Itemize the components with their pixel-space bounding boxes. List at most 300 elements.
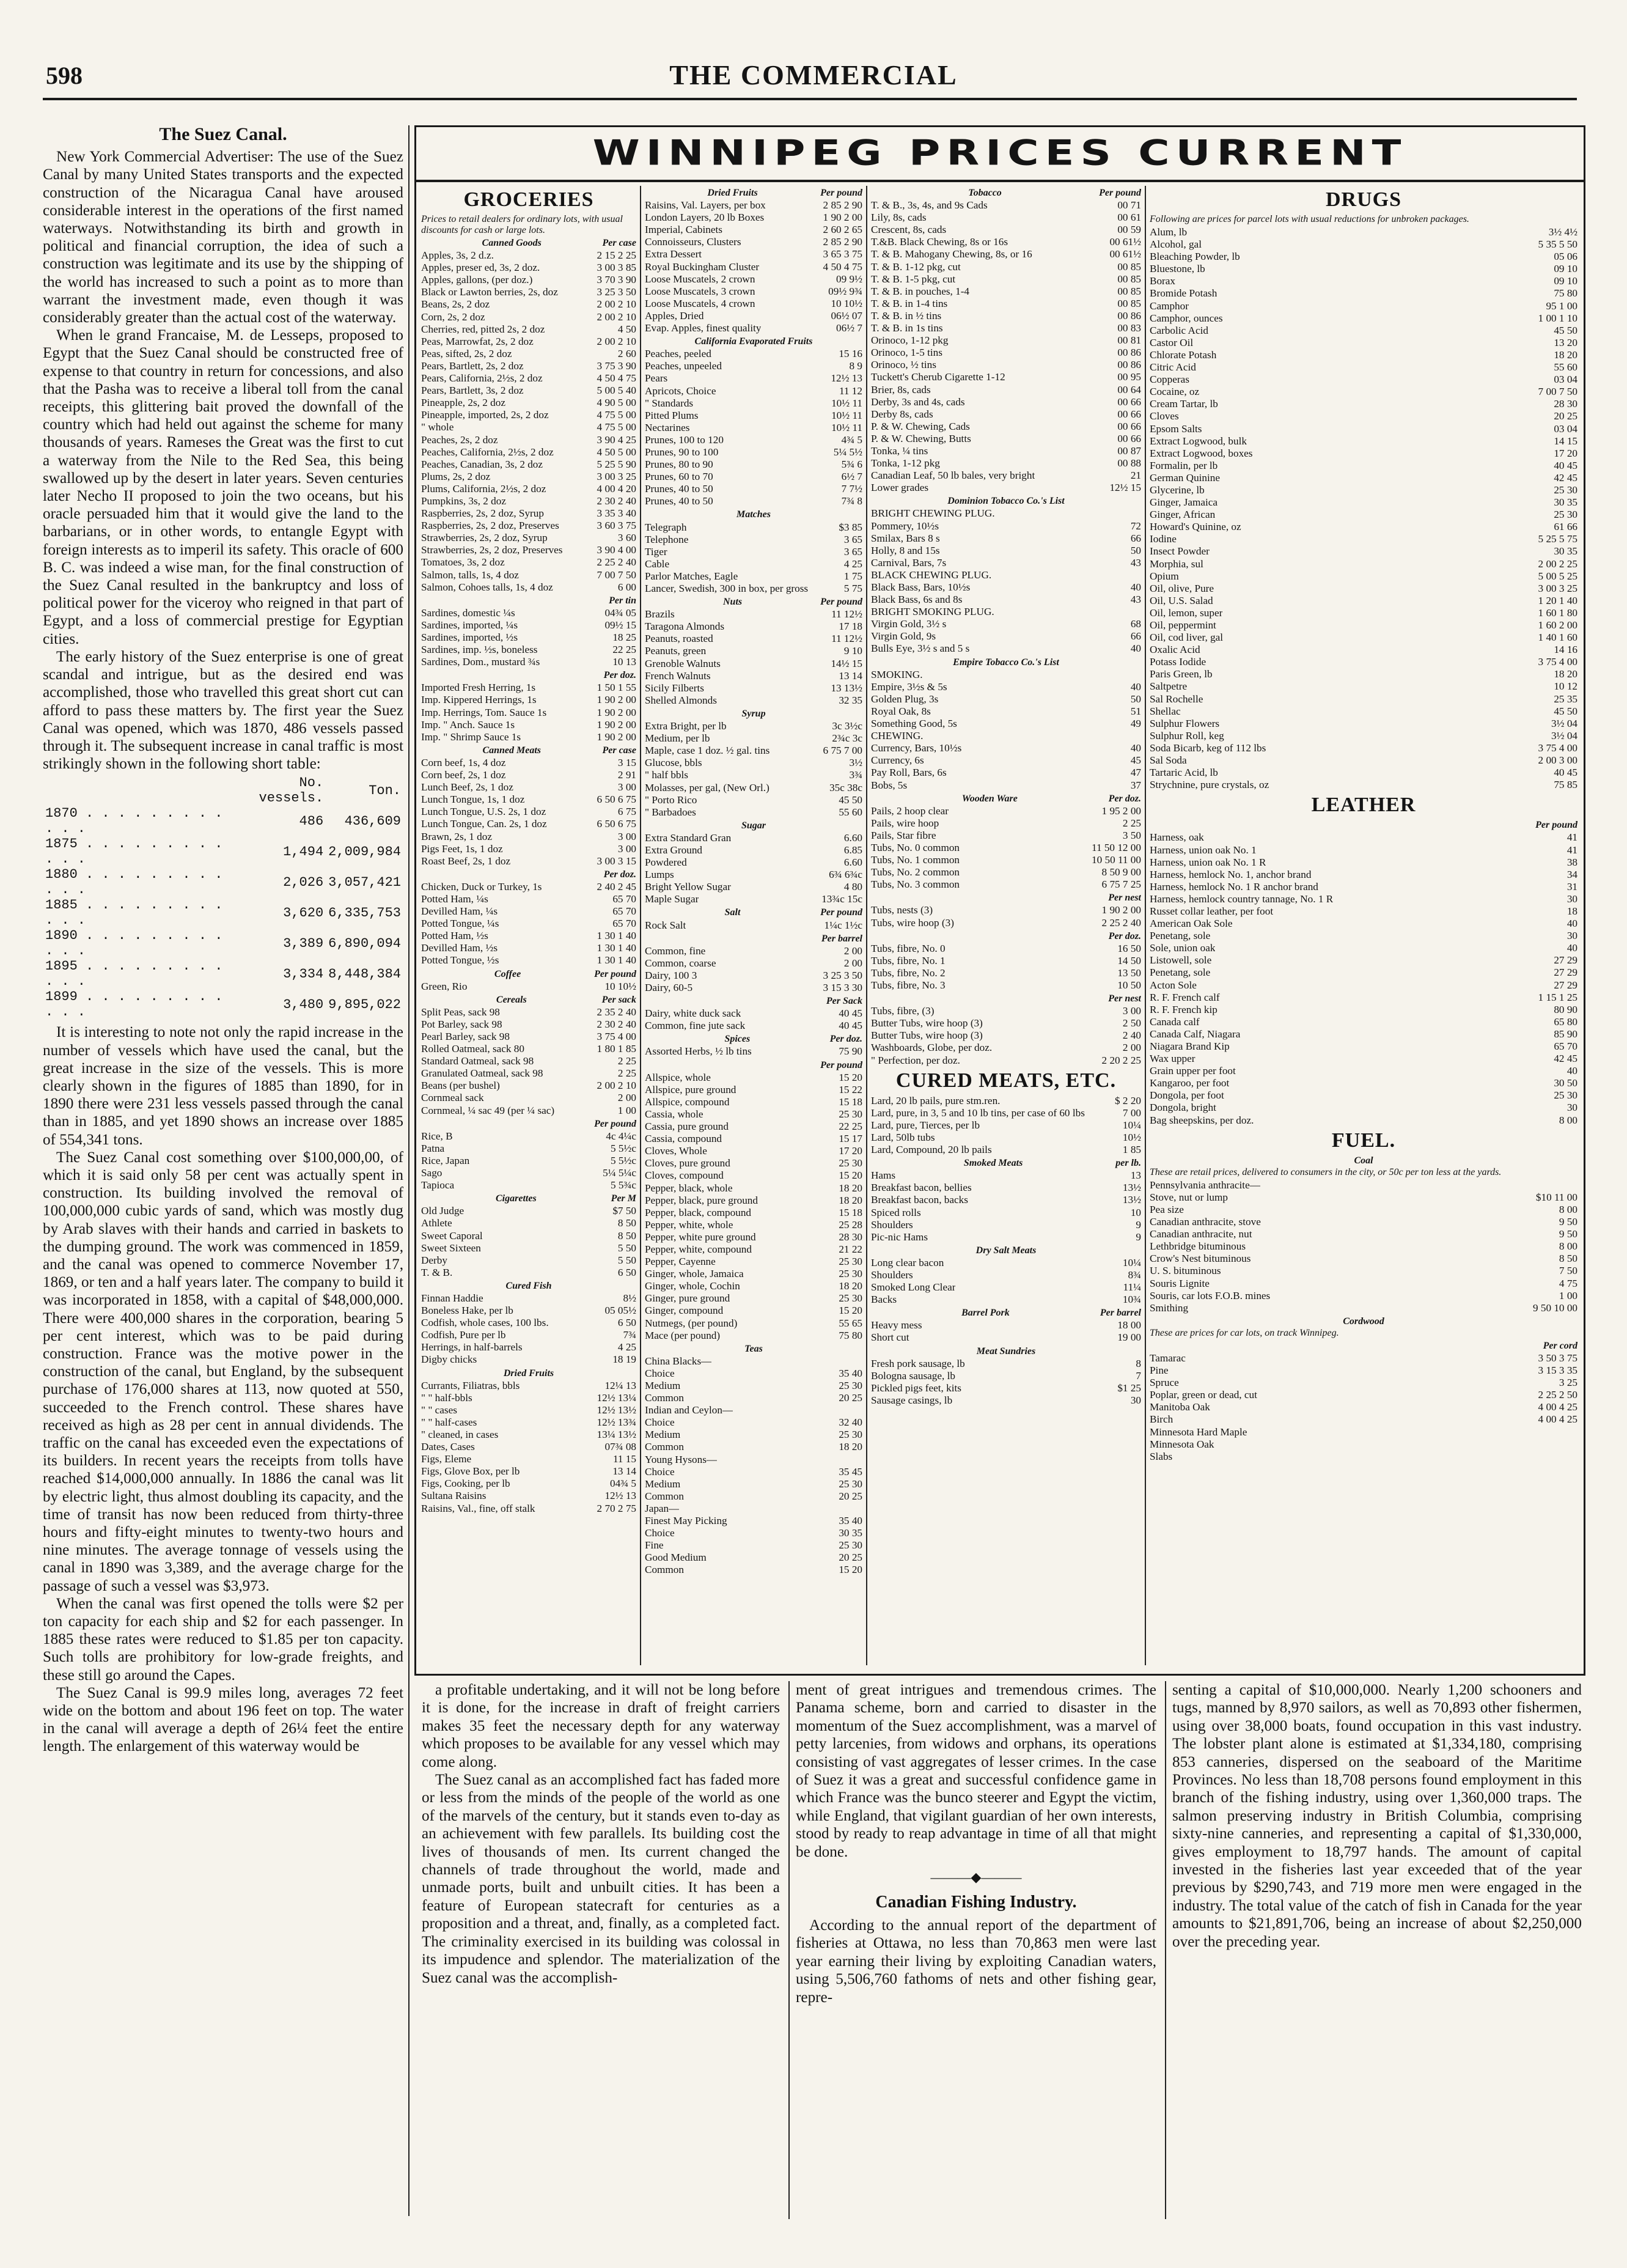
price-row [1150,374,1577,386]
section-unit: Per doz. [603,869,636,880]
item-price: 40 [1130,742,1141,754]
item-price: 65 70 [612,893,636,905]
price-row [645,1231,862,1243]
section-heading [871,793,1141,805]
item-name: Plums, California, 2½s, 2 doz [421,482,546,495]
item-price: 1 90 2 00 [1101,904,1141,916]
price-row [645,285,862,298]
price-row [1150,1364,1577,1377]
price-row [871,248,1141,260]
price-row [645,348,862,360]
item-price: 6.85 [843,844,862,856]
section-unit: Per pound [820,1059,862,1070]
item-name: Green, Rio [421,980,468,992]
item-price [1574,1179,1577,1191]
item-name: Pepper, black, pure ground [645,1194,758,1206]
item-name: Nutmegs, (per pound) [645,1317,738,1329]
item-price: 25 30 [839,1256,862,1268]
item-price: 3 75 4 00 [1538,656,1577,668]
price-row [871,261,1141,273]
item-name: Cornmeal, ¼ sac 49 (per ¼ sac) [421,1104,555,1116]
price-row [421,731,636,743]
item-price: 2 00 2 10 [597,1080,636,1092]
item-price: 10 10½ [831,297,862,309]
price-row [421,893,636,905]
item-name: Listowell, sole [1150,954,1212,966]
item-name: Dongola, bright [1150,1102,1216,1114]
item-price: 1 90 2 00 [597,731,636,743]
item-price: 35 45 [839,1465,862,1478]
item-price: 1 00 [617,1104,636,1116]
section-heading [421,994,636,1006]
price-row [421,954,636,966]
item-name: French Walnuts [645,669,711,682]
item-price: 3 65 [843,533,862,545]
price-row [871,730,1141,742]
item-name: Tartaric Acid, lb [1150,767,1218,779]
item-name: Extra Standard Gran [645,831,732,844]
item-price: 25 30 [839,1380,862,1391]
price-row [1150,1191,1577,1204]
section-heading [1150,1340,1577,1352]
item-price: 00 86 [1117,309,1141,322]
item-name: Souris, car lots F.O.B. mines [1150,1289,1271,1302]
price-row [1150,1040,1577,1053]
item-name: Dairy, 100 3 [645,969,697,981]
bottom-col-1 [422,1681,780,2219]
item-price: 1 15 1 25 [1538,991,1577,1003]
fuel-title: FUEL. [1331,1128,1396,1152]
prices-title-rule [416,180,1584,182]
price-row [421,1441,636,1453]
item-name: Dairy, white duck sack [645,1007,741,1020]
item-price: 3¾ [849,769,862,781]
item-name: BLACK CHEWING PLUG. [871,569,992,581]
item-name: Long clear bacon [871,1256,944,1268]
section-heading [421,595,636,607]
price-row [645,1219,862,1231]
item-name: R. F. French kip [1150,1003,1217,1015]
item-name: Sardines, domestic ¼s [421,606,515,619]
item-price: 30 [1566,893,1577,905]
section-title: Teas [744,1343,763,1354]
price-row [1150,918,1577,930]
item-price: 00 66 [1117,420,1141,432]
item-price: 40 [1566,1065,1577,1077]
item-price: 30 [1566,1102,1577,1114]
item-price: 65 70 [612,918,636,930]
item-name: Apples, 3s, 2 d.z. [421,249,494,262]
item-price: 1¼c 1½c [824,919,862,931]
price-row [1150,1004,1577,1016]
price-row [871,817,1141,830]
item-price: 1 40 1 60 [1538,631,1577,644]
item-price: 51 [1130,705,1141,717]
item-price: 2 00 2 10 [597,298,636,311]
item-price: 2 25 [617,1067,636,1080]
prices-divider [866,186,867,1665]
price-row [421,262,636,274]
price-row [421,311,636,323]
price-row [421,569,636,581]
item-name: Pears, Bartlett, 3s, 2 doz [421,385,524,397]
item-price: 40 [1130,680,1141,693]
price-row [871,618,1141,630]
item-price: 6 00 [617,581,636,593]
item-name: Granulated Oatmeal, sack 98 [421,1067,543,1080]
item-price: 2 85 2 90 [823,199,862,212]
item-name: Rolled Oatmeal, sack 80 [421,1043,524,1055]
item-name: Potted Ham, ½s [421,930,488,942]
item-price: 50 [1130,693,1141,705]
price-row [871,1005,1141,1017]
item-price: 45 [1130,754,1141,767]
item-name: Cassia, whole [645,1108,703,1120]
item-name: Grenoble Walnuts [645,657,721,669]
price-row [421,581,636,594]
price-row [645,1145,862,1157]
item-price: 10½ 11 [831,421,862,433]
price-row [645,1503,862,1515]
price-row [1150,545,1577,558]
price-row [645,570,862,583]
item-name: Smoked Long Clear [871,1281,956,1294]
item-price: 11 12½ [831,608,862,620]
price-row [1150,337,1577,349]
item-name: Molasses, per gal, (New Orl.) [645,781,769,793]
item-name: Medium [645,1380,681,1391]
item-name: Harness, hemlock No. 1 R anchor brand [1150,880,1318,893]
item-name: Lunch Tongue, 1s, 1 doz [421,793,525,806]
price-row [421,1429,636,1441]
price-row [645,422,862,434]
price-row [871,347,1141,359]
item-price: 00 61 [1117,212,1141,224]
item-name: Fine [645,1539,664,1552]
item-name: Beans (per bushel) [421,1080,500,1092]
section-title: Wooden Ware [961,793,1018,804]
item-price: 2 00 [617,1092,636,1104]
price-row [871,1358,1141,1370]
suez-paragraph: The Suez Canal is 99.9 miles long, averages 72 feet wide on the bottom and about 196 feet on top. The water in the canal will average a depth of 26¼ feet the entire length. The enlargement of this waterway would be [43,1684,403,1755]
item-name: Spruce [1150,1377,1179,1389]
price-row [871,830,1141,842]
table-cell: 1895 . . . . . . . . . . . . [45,959,223,990]
item-price: 40 [1130,581,1141,593]
item-price: 18 20 [1554,348,1577,361]
item-name: Tubs, No. 0 common [871,841,960,853]
item-price: 7¾ [623,1329,636,1341]
leather-title: LEATHER [1311,793,1416,817]
item-name: Nectarines [645,421,690,433]
item-price: 11¼ [1123,1281,1141,1294]
item-name: Pigs Feet, 1s, 1 doz [421,842,503,855]
item-price: 15 16 [839,348,862,360]
item-name: Allspice, whole [645,1071,711,1083]
price-row [421,707,636,719]
price-row [871,854,1141,866]
item-name: T. & B. in pouches, 1-4 [871,285,970,297]
item-price: 65 70 [612,905,636,918]
item-name: Pickled pigs feet, kits [871,1382,961,1394]
price-row [1150,1240,1577,1253]
section-unit: Per pound [820,907,862,918]
item-name: Powdered [645,856,687,869]
section-heading [421,1368,636,1380]
price-row [645,1020,862,1032]
item-name: Figs, Glove Box, per lb [421,1465,520,1478]
price-row [645,1317,862,1330]
item-price: 6.60 [843,856,862,869]
bottom-paragraph: a profitable undertaking, and it will not be long before it is done, for the increase in draft of freight carriers makes 35 feet the necessary depth for any waterway which proposes to be available for any vessel which may come along. [422,1682,780,1770]
price-row [1150,1426,1577,1438]
price-row [645,1429,862,1441]
item-name: Currants, Filiatras, bbls [421,1379,520,1391]
item-price: 32 40 [839,1416,862,1429]
item-name: Cloves, Whole [645,1145,707,1157]
item-name: Apples, gallons, (per doz.) [421,274,533,286]
price-row [1150,447,1577,460]
item-price: 3 65 3 75 [823,248,862,260]
item-name: Shelled Almonds [645,694,717,706]
item-price: 12½ 15 [1109,482,1141,494]
item-name: Wax upper [1150,1053,1195,1065]
item-price: 00 71 [1117,199,1141,212]
item-price: 12½ 13¾ [597,1416,636,1428]
item-name: T. & B. in 1s tins [871,322,943,334]
section-title: Nuts [722,597,743,608]
section-unit: Per barrel [821,933,862,944]
price-row [645,1169,862,1182]
price-row [1150,942,1577,954]
price-row [871,482,1141,494]
item-name: Boneless Hake, per lb [421,1305,513,1317]
price-row [645,608,862,620]
item-name: Allspice, pure ground [645,1083,736,1095]
price-row [645,782,862,794]
item-name: Pearl Barley, sack 98 [421,1031,510,1042]
item-price: 6 50 [617,1317,636,1329]
item-name: Sicily Filberts [645,682,704,694]
price-row [871,705,1141,718]
table-cell: 3,057,421 [328,874,401,890]
item-price: 5 35 5 50 [1538,238,1577,251]
item-price: 14½ 15 [831,657,862,669]
price-row [1150,1302,1577,1314]
section-unit: Per pound [594,968,636,979]
item-price: 5 00 5 25 [1538,570,1577,582]
price-row [871,532,1141,545]
item-price: 65 70 [1554,1040,1577,1052]
item-price: 13½ [1122,1182,1141,1194]
groceries-column [421,186,636,1665]
price-row [645,745,862,757]
item-price: 2 00 [1122,1042,1141,1054]
item-name: Tubs, fibre, No. 3 [871,979,946,991]
item-name: Choice [645,1527,675,1539]
item-name: Salmon, Cohoes talls, 1s, 4 doz [421,581,553,593]
price-row [645,1133,862,1145]
item-price: 50 [1130,544,1141,556]
item-name: Prunes, 60 to 70 [645,471,713,483]
price-row [645,1157,862,1169]
item-name: Maple, case 1 doz. ½ gal. tins [645,745,770,757]
section-title: Spices [724,1034,751,1045]
item-name: " Standards [645,397,694,409]
item-price: 1 20 1 40 [1538,594,1577,606]
price-row [645,658,862,670]
item-name: Tiger [645,545,667,558]
price-row [421,656,636,668]
item-name: Common [645,1441,684,1453]
item-price: 2 00 3 00 [1538,754,1577,767]
item-name: Fresh pork sausage, lb [871,1357,965,1369]
item-name: Common [645,1392,684,1404]
table-cell: 1870 . . . . . . . . . . . . [45,806,223,837]
item-price: 00 86 [1117,347,1141,359]
item-price [859,1503,862,1515]
item-price: 8 50 9 00 [1101,866,1141,878]
item-price: 18 19 [612,1353,636,1366]
item-price: 3 00 [617,842,636,855]
price-row [645,720,862,732]
price-row [645,1380,862,1392]
item-name: Common, coarse [645,957,716,969]
price-row [1150,521,1577,533]
price-row [1150,705,1577,718]
price-row [871,520,1141,532]
price-row [1150,1352,1577,1364]
item-name: Currency, Bars, 10½s [871,742,962,754]
item-name: Pepper, white pure ground [645,1231,756,1243]
section-heading [871,1157,1141,1169]
price-row [421,397,636,409]
price-row [421,1416,636,1429]
price-row [871,545,1141,557]
price-row [645,945,862,957]
item-name: Strychnine, pure crystals, oz [1150,779,1269,791]
price-row [645,1355,862,1368]
price-row [1150,263,1577,275]
price-row [1150,1413,1577,1426]
item-name: Raspberries, 2s, 2 doz, Preserves [421,520,559,532]
item-name: Pails, wire hoop [871,817,939,829]
price-row [871,642,1141,655]
item-price [1137,730,1141,742]
price-row [421,1179,636,1191]
item-name: " cleaned, in cases [421,1429,499,1440]
price-row [1150,312,1577,325]
item-price: 22 25 [612,644,636,656]
item-price: 00 83 [1117,322,1141,334]
item-name: Lethbridge bituminous [1150,1240,1246,1253]
item-name: Black Bass, 6s and 8s [871,594,963,606]
item-price: 25 30 [839,1539,862,1552]
price-row [421,1043,636,1055]
suez-table-heading [43,775,231,806]
price-row [645,483,862,495]
item-name: Loose Muscatels, 3 crown [645,285,755,297]
item-name: Canada calf [1150,1015,1200,1028]
item-name: T. & B. 1-5 pkg, cut [871,273,956,285]
item-name: Strawberries, 2s, 2 doz, Syrup [421,532,548,544]
item-price: 66 [1130,630,1141,642]
item-name: Tubs, fibre, No. 2 [871,966,946,979]
section-title: Meat Sundries [976,1346,1036,1357]
suez-paragraph: When the canal was first opened the tolls were $2 per ton capacity for each ship and $2 for each passenger. In 1885 these rates were reduced to $1.85 per ton capacity. Such tolls are prohibitory for low-grade freights, and these still go around the Capes. [43,1595,403,1684]
price-row [871,779,1141,792]
price-row [421,918,636,930]
item-name: Mace (per pound) [645,1329,721,1341]
table-row [43,959,403,989]
section-heading [645,1059,862,1072]
item-price: 25 30 [839,1429,862,1441]
prices-current-box [414,125,1585,1676]
section-heading [421,869,636,881]
item-name: Tubs, No. 3 common [871,878,960,891]
section-unit: Per doz. [603,670,636,681]
item-name: Black or Lawton berries, 2s, doz [421,286,558,298]
item-name: Tubs, nests (3) [871,904,933,916]
item-price: 18 20 [1554,668,1577,680]
item-price: $3 85 [839,521,862,533]
item-name: American Oak Sole [1150,918,1233,930]
item-price: 3 15 3 30 [823,982,862,993]
item-name: Bulls Eye, 3½ s and 5 s [871,642,970,655]
item-name: Sole, union oak [1150,942,1216,954]
price-row [871,1219,1141,1231]
item-price [1137,507,1141,520]
item-name: SMOKING. [871,668,923,680]
item-price: 05 06 [1554,251,1577,263]
item-price: 25 30 [839,1108,862,1120]
item-name: Pears [645,372,668,385]
price-row [645,1108,862,1121]
item-price: 34 [1566,868,1577,880]
item-name: Chicken, Duck or Turkey, 1s [421,880,542,893]
price-row [1150,484,1577,496]
item-price: 6 75 [617,806,636,818]
price-row [421,323,636,336]
item-price: 13 13½ [831,682,862,694]
item-name: Oil, peppermint [1150,619,1216,631]
price-row [421,1478,636,1490]
item-price: 1 90 2 00 [597,718,636,731]
item-name: Spiced rolls [871,1206,921,1218]
table-cell: 436,609 [344,813,401,829]
item-price: 4 00 4 25 [1538,1413,1577,1426]
item-price: 6 50 [617,1266,636,1278]
item-price: 00 85 [1117,297,1141,309]
suez-paragraph: The Suez Canal cost something over $100,000,00, of which it is said only 58 per cent was actually spent in construction. Its building involved the removal of 100,000,000 cubic yards of sand, which was mostly dug by Arab slaves with their hands and carried in baskets to the dumping ground. The work was commenced in 1859, and the canal was opened to commerce November 17, 1869, or ten and a half years later. The company to build it was incorporated in 1858, with a capital of $48,000,000. There were 400,000 shares in the corporation, bearing 5 per cent interest, which was to be paid during construction. France was the motive power in the construction of the canal, but England, by the subsequent purchase of 176,000 shares at 113, now quoted at 550, succeeded to the French control. These shares have received as high as 28 per cent in annual dividends. The traffic on the canal has exceeded even the expectations of its builders. In recent years the receipts from tolls have reached $14,000,000 annually. In 1886 the canal was lit by electric light, thus almost doubling its capacity, and the time of transit has now been reduced from thirty-three hours and fifty-eight minutes to twenty-two hours and nine minutes. The average tonnage of vessels using the canal in 1890 was 3,389, and the average charge for the passage of such a vessel was $3,973. [43,1149,403,1594]
item-price: 10 10½ [604,980,636,992]
item-price: 6 50 6 75 [597,818,636,830]
item-name: Glycerine, lb [1150,484,1205,496]
item-name: Poplar, green or dead, cut [1150,1389,1257,1401]
item-price: 3 00 3 15 [597,855,636,867]
price-row [645,310,862,322]
item-name: Morphia, sul [1150,558,1203,570]
price-row [421,1453,636,1465]
item-name: Bright Yellow Sugar [645,881,731,893]
item-price: 6 75 7 25 [1101,878,1141,891]
item-name: Peaches, California, 2½s, 2 doz [421,446,554,458]
item-price: 40 45 [839,1020,862,1032]
item-name: Sweet Sixteen [421,1242,481,1254]
item-price: 1 00 [1559,1289,1577,1302]
item-name: Pay Roll, Bars, 6s [871,767,947,779]
item-price: 18 20 [839,1280,862,1292]
